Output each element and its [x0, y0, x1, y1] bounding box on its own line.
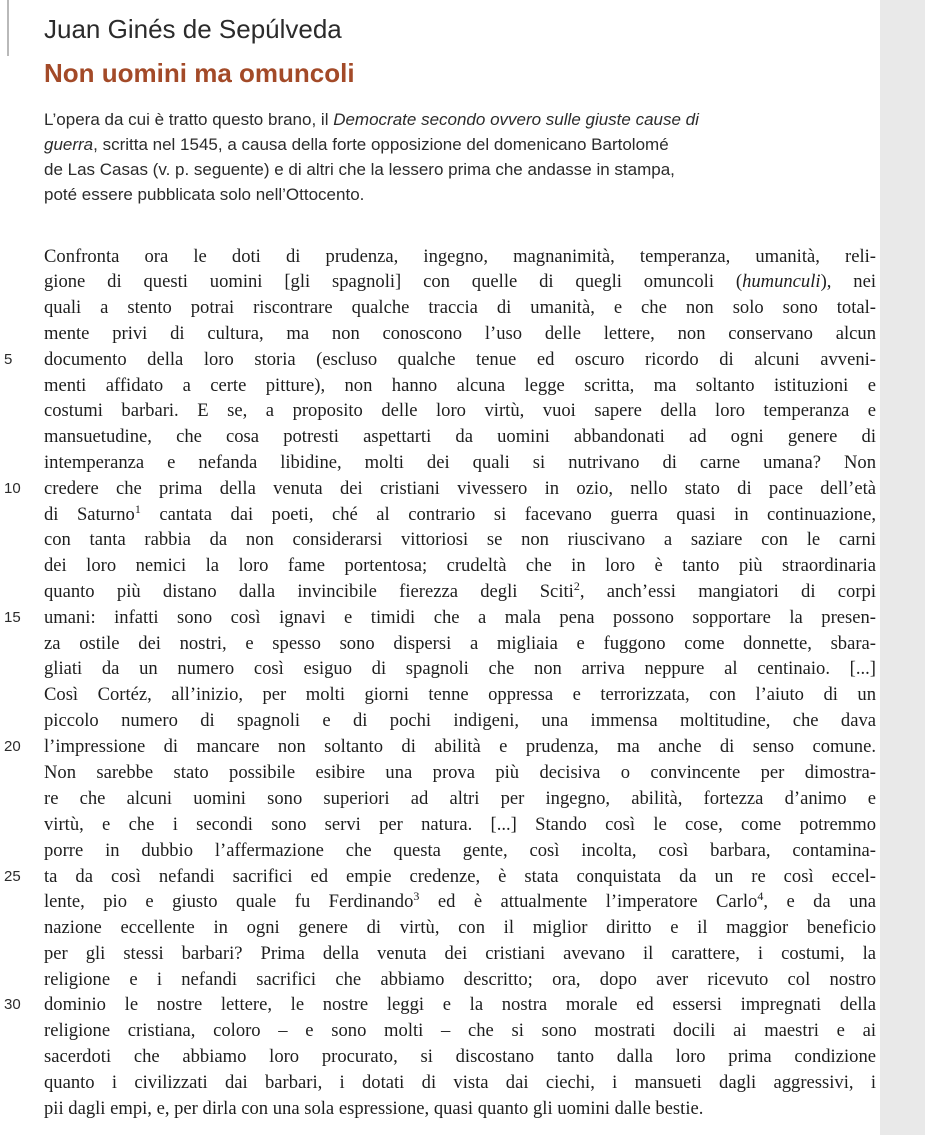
text-line: dominio le nostre lettere, le nostre leggi e la nostra morale ed essersi impregnati della: [44, 994, 876, 1015]
intro-line: poté essere pubblicata solo nell’Ottocento.: [44, 185, 365, 204]
text-line: per gli stessi barbari? Prima della venuta dei cristiani avevano il carattere, i costumi, la: [44, 943, 876, 964]
text-line: porre in dubbio l’affermazione che questa gente, così incolta, così barbara, contamina-: [44, 840, 876, 861]
text-segment: quanto più distano dalla invincibile fierezza degli Sciti: [44, 581, 574, 602]
text-line: credere che prima della venuta dei cristiani vivessero in ozio, nello stato di pace dell’età: [44, 478, 876, 499]
text-line: pii dagli empi, e, per dirla con una sola espressione, quasi quanto gli uomini dalle bestie.: [44, 1098, 704, 1119]
text-line: quali a stento potrai riscontrare qualche traccia di umanità, e che non solo sono total-: [44, 297, 876, 318]
text-segment: , anch’essi mangiatori di corpi: [579, 581, 876, 602]
text-line: con tanta rabbia da non considerarsi vittoriosi se non riuscivano a saziare con le carni: [44, 529, 876, 550]
intro-line: [44, 110, 699, 130]
text-line: menti affidato a certe pitture), non hanno alcuna legge scritta, ma soltanto istituzioni e: [44, 375, 876, 396]
text-line: [44, 503, 876, 527]
intro-line: [44, 135, 669, 155]
text-line: l’impressione di mancare non soltanto di abilità e prudenza, ma anche di senso comune.: [44, 736, 876, 757]
intro-text: , scritta nel 1545, a causa della forte opposizione del domenicano Bartolomé: [93, 135, 669, 154]
text-line: sacerdoti che abbiamo loro procurato, si discostano tanto dalla loro prima condizione: [44, 1046, 876, 1067]
text-line: piccolo numero di spagnoli e di pochi indigeni, una immensa moltitudine, che dava: [44, 710, 876, 731]
text-segment: lente, pio e giusto quale fu Ferdinando: [44, 891, 414, 912]
text-segment: ed è attualmente l’imperatore Carlo: [419, 891, 758, 912]
text-line: costumi barbari. E se, a proposito delle loro virtù, vuoi sapere della loro temperanza e: [44, 400, 876, 421]
text-line: [44, 890, 876, 914]
text-line: gliati da un numero così esiguo di spagnoli che non arriva neppure al centinaio. [...]: [44, 658, 876, 679]
text-line: Così Cortéz, all’inizio, per molti giorni tenne oppressa e terrorizzata, con l’aiuto di un: [44, 684, 876, 705]
footnote-ref: 2: [573, 580, 580, 593]
text-line: documento della loro storia (escluso qualche tenue ed oscuro ricordo di alcuni avveni-: [44, 349, 876, 370]
text-line: za ostile dei nostri, e spesso sono dispersi a migliaia e fuggono come donnette, sbara-: [44, 633, 876, 654]
text-segment: , e da una: [763, 891, 876, 912]
text-line: [44, 270, 876, 294]
text-line: umani: infatti sono così ignavi e timidi che a mala pena possono sopportare la presen-: [44, 607, 876, 628]
text-segment: di Saturno: [44, 504, 135, 525]
binding-mark: [7, 0, 9, 56]
text-line: Non sarebbe stato possibile esibire una prova più decisiva o convincente per dimostra-: [44, 762, 876, 783]
line-number: 20: [4, 738, 21, 755]
line-number: 10: [4, 480, 21, 497]
work-title-italic: guerra: [44, 135, 94, 154]
page-edge-shadow: [880, 0, 925, 1135]
footnote-ref: 1: [134, 503, 141, 516]
text-line: re che alcuni uomini sono superiori ad altri per ingegno, abilità, fortezza d’animo e: [44, 788, 876, 809]
footnote-ref: 4: [757, 890, 764, 903]
line-number: 30: [4, 996, 21, 1013]
text-line: mansuetudine, che cosa potresti aspettarti da uomini abbandonati ad ogni genere di: [44, 426, 876, 447]
text-line: [44, 580, 876, 604]
text-line: nazione eccellente in ogni genere di virtù, con il miglior diritto e il maggior beneficio: [44, 917, 876, 938]
text-segment: gione di questi uomini [gli spagnoli] con quelle di quegli omuncoli (: [44, 271, 743, 292]
text-line: mente privi di cultura, ma non conoscono l’uso delle lettere, non conservano alcun: [44, 323, 876, 344]
text-line: ta da così nefandi sacrifici ed empie credenze, è stata conquistata da un re così eccel-: [44, 866, 876, 887]
text-line: dei loro nemici la loro fame portentosa; crudeltà che in loro è tanto più straordinaria: [44, 555, 876, 576]
intro-line: de Las Casas (v. p. seguente) e di altri che la lessero prima che andasse in stampa,: [44, 160, 675, 179]
author-name: Juan Ginés de Sepúlveda: [44, 14, 342, 44]
work-title-italic: Democrate secondo ovvero sulle giuste cause di: [333, 110, 699, 129]
intro-text: L’opera da cui è tratto questo brano, il: [44, 110, 334, 129]
line-number: 5: [4, 351, 13, 368]
footnote-ref: 3: [413, 890, 420, 903]
line-number: 25: [4, 868, 21, 885]
text-line: quanto i civilizzati dai barbari, i dotati di vista dai ciechi, i mansueti dagli aggressivi, i: [44, 1072, 876, 1093]
text-segment: cantata dai poeti, ché al contrario si facevano guerra quasi in continuazione,: [140, 504, 876, 525]
text-line: intemperanza e nefanda libidine, molti dei quali si nutrivano di carne umana? Non: [44, 452, 876, 473]
text-line: virtù, e che i secondi sono servi per natura. [...] Stando così le cose, come potremmo: [44, 814, 876, 835]
text-line: religione cristiana, coloro – e sono molti – che si sono mostrati docili ai maestri e ai: [44, 1020, 876, 1041]
text-line: religione e i nefandi sacrifici che abbiamo descritto; ora, dopo aver ricevuto col nostro: [44, 969, 876, 990]
text-segment: ), nei: [820, 271, 876, 292]
latin-term-italic: humunculi: [742, 271, 821, 292]
line-number: 15: [4, 609, 21, 626]
section-title: Non uomini ma omuncoli: [44, 58, 355, 88]
text-line: Confronta ora le doti di prudenza, ingegno, magnanimità, temperanza, umanità, reli-: [44, 246, 876, 267]
